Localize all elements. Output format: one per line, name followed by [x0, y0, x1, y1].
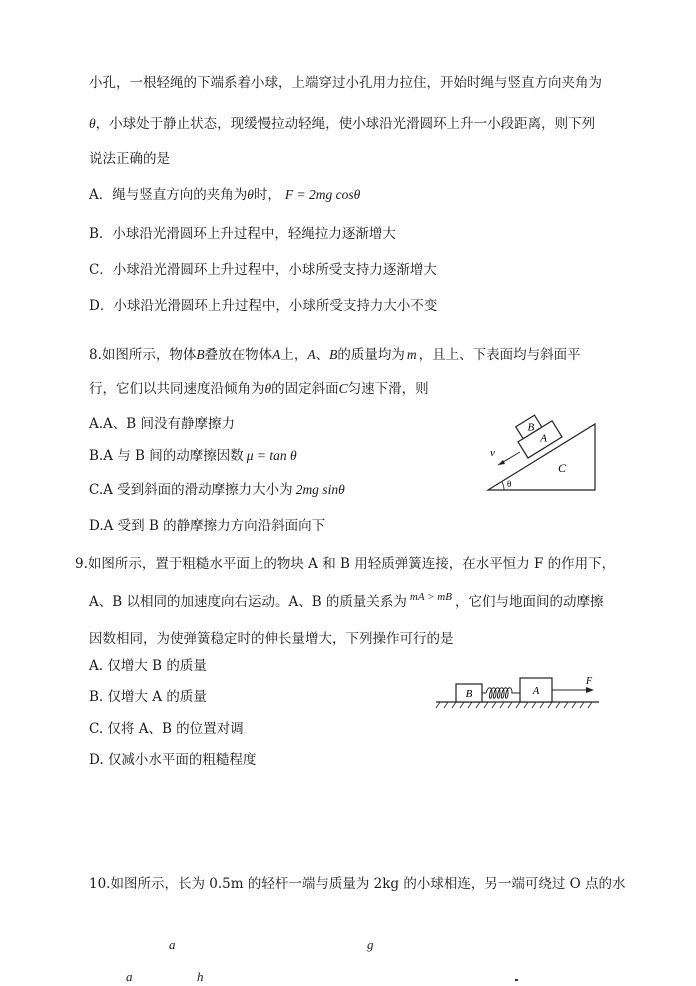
q7-line3: 说法正确的是: [89, 151, 170, 167]
q8-theta: θ: [264, 381, 272, 396]
q9-option-b: B. 仅增大 A 的质量: [89, 689, 207, 705]
block-a-label: A: [532, 685, 540, 697]
q8-option-c-formula: 2mg sinθ: [295, 482, 345, 497]
q8-option-d: D.A 受到 B 的静摩擦力方向沿斜面向下: [89, 518, 326, 534]
q8-option-b-formula: μ = tan θ: [246, 448, 297, 463]
incline-label-c: C: [558, 461, 567, 475]
q8-option-c-text: C.A 受到斜面的滑动摩擦力大小为: [89, 482, 293, 498]
q8-text-6: ，且上、下表面均与斜面平: [418, 347, 581, 363]
q7-line1: 小孔，一根轻绳的下端系着小球，上端穿过小孔用力拉住，开始时绳与竖直方向夹角为: [89, 75, 602, 91]
q8-text-1: 8.如图所示，物体: [89, 347, 197, 363]
q7-line2-text: ，小球处于静止状态，现缓慢拉动轻绳，使小球沿光滑圆环上升一小段距离，则下列: [95, 116, 596, 132]
angle-arc: [502, 482, 504, 490]
q8-option-c: [89, 481, 345, 499]
q7-option-a-theta: θ: [247, 187, 254, 202]
q7-option-a-text2: 时，: [253, 187, 281, 203]
q10-fragment-h: h: [197, 969, 204, 984]
q10-line1: 10.如图所示，长为 0.5m 的轻杆一端与质量为 2kg 的小球相连，另一端可绕过 O 点的水: [89, 876, 626, 892]
q8-var-c: C: [338, 381, 348, 396]
q9-text-2: ，它们与地面间的动摩擦: [454, 594, 604, 610]
angle-label: θ: [507, 479, 512, 489]
force-label: F: [586, 676, 593, 687]
ground-hatching: [436, 702, 592, 708]
q7-option-a-formula: F = 2mg cosθ: [284, 187, 361, 202]
q7-line2: [89, 115, 595, 133]
q9-option-d: D. 仅减小水平面的粗糙程度: [89, 752, 257, 768]
q8-option-b-text: B.A 与 B 间的动摩擦因数: [89, 448, 244, 464]
q9-option-c: C. 仅将 A、B 的位置对调: [89, 721, 244, 737]
q8-var-b: B: [196, 347, 205, 362]
q8-text-7: 行，它们以共同速度沿倾角为: [89, 381, 265, 397]
q10-fragment-a2: a: [126, 969, 133, 984]
q9-spring-figure: [434, 672, 604, 712]
q9-option-a: A. 仅增大 B 的质量: [89, 658, 207, 674]
velocity-arrowhead: [498, 460, 505, 465]
q8-text-4: 、: [315, 347, 330, 363]
q10-fragment-a: a: [169, 937, 176, 952]
q9-line3: 因数相同，为使弹簧稳定时的伸长量增大，下列操作可行的是: [89, 631, 454, 647]
q8-var-a2: A: [307, 347, 316, 362]
q8-line1: [89, 346, 581, 364]
block-b-label: B: [527, 421, 535, 434]
q9-mass-relation: mA > mB: [409, 591, 452, 603]
q7-option-c: C．小球沿光滑圆环上升过程中，小球所受支持力逐渐增大: [89, 262, 437, 278]
q9-line2: [89, 593, 603, 612]
q8-text-9: 匀速下滑，则: [347, 381, 429, 397]
force-arrowhead: [586, 687, 594, 693]
q8-text-5: 的质量均为: [337, 347, 405, 363]
q7-option-d: D．小球沿光滑圆环上升过程中，小球所受支持力大小不变: [89, 298, 438, 314]
block-b-label: B: [465, 688, 473, 700]
q10-fragment-g: g: [367, 937, 374, 952]
q8-var-a: A: [272, 347, 281, 362]
q8-text-3: 上，: [280, 347, 308, 363]
q8-var-m: m: [406, 347, 417, 362]
block-a-label: A: [540, 432, 547, 445]
q7-option-b: B．小球沿光滑圆环上升过程中，轻绳拉力逐渐增大: [89, 226, 396, 242]
spring: [482, 688, 520, 699]
q8-line2: [89, 380, 429, 398]
q8-var-b2: B: [329, 347, 338, 362]
q8-option-b: [89, 447, 297, 465]
q8-incline-figure: [480, 410, 600, 495]
q8-text-2: 叠放在物体: [204, 347, 273, 363]
q8-text-8: 的固定斜面: [271, 381, 339, 397]
q10-dot-mark: [515, 979, 518, 981]
q9-line1: 9.如图所示，置于粗糙水平面上的物块 A 和 B 用轻质弹簧连接，在水平恒力 F 的作用下，: [75, 556, 616, 572]
velocity-label: v: [490, 447, 495, 459]
q7-theta: θ: [89, 116, 96, 131]
q7-option-a-text: A．绳与竖直方向的夹角为: [89, 187, 248, 203]
q9-text-1: A、B 以相同的加速度向右运动。A、B 的质量关系为: [89, 594, 407, 610]
q8-option-a: A.A、B 间没有静摩擦力: [89, 416, 236, 432]
q7-option-a: [89, 186, 360, 204]
